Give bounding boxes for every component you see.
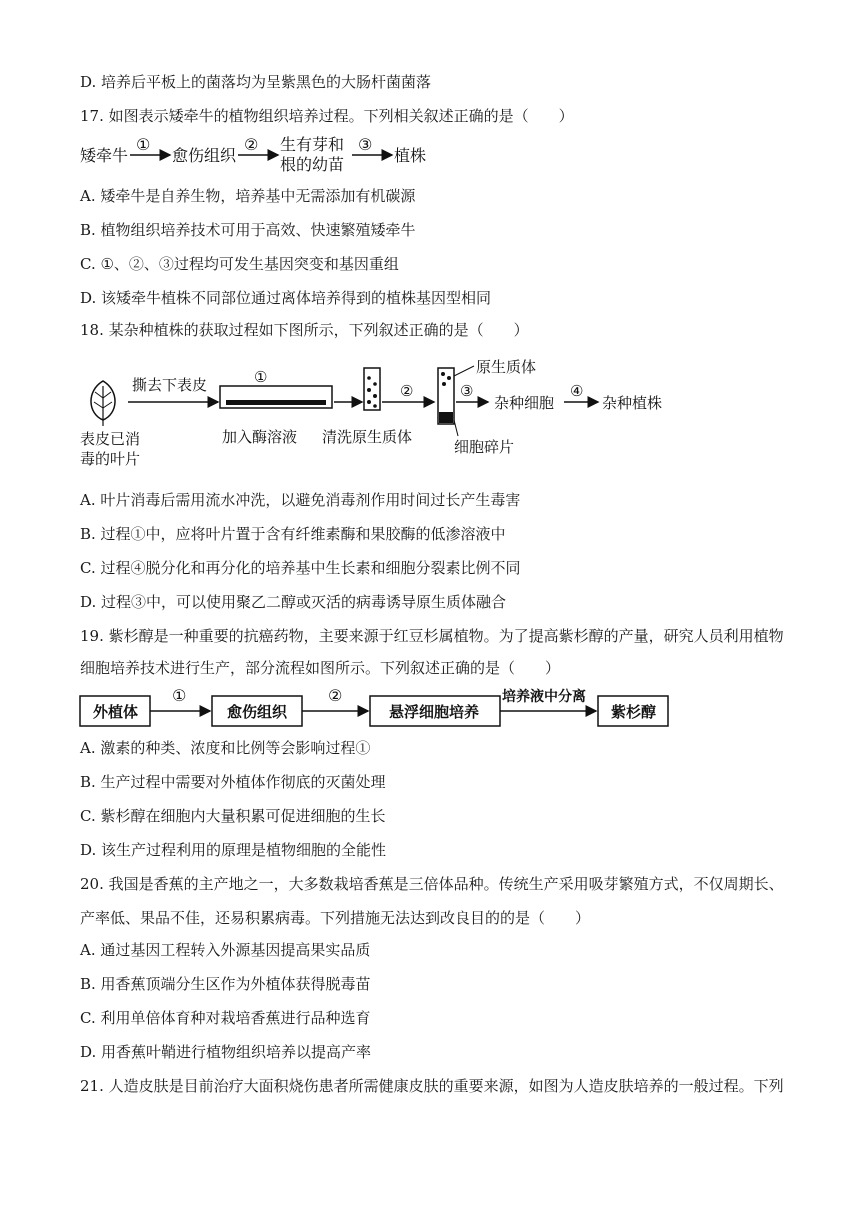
q19-box-suspension-label: 悬浮细胞培养 [389, 703, 480, 721]
q19-box-taxol-label: 紫杉醇 [611, 703, 657, 721]
q18-hybrid-cell-label: 杂种细胞 [494, 394, 555, 412]
q19-box-explant-label: 外植体 [93, 703, 139, 721]
q19-box-callus-label: 愈伤组织 [227, 703, 288, 721]
q18-hybrid-plant-label: 杂种植株 [602, 394, 663, 412]
q18-option-d: D. 过程③中，可以使用聚乙二醇或灭活的病毒诱导原生质体融合 [80, 593, 507, 611]
q19-step-1: ① [172, 686, 187, 705]
q20-stem-line2: 产率低、果品不佳，还易积累病毒。下列措施无法达到改良目的的是（ ） [80, 909, 591, 927]
q19-stem-line1: 19. 紫杉醇是一种重要的抗癌药物，主要来源于红豆杉属植物。为了提高紫杉醇的产量，研究人员利用植物 [80, 627, 784, 645]
q18-step-1: ① [254, 368, 268, 386]
q17-node-dwarf-petunia: 矮牵牛 [80, 146, 129, 165]
q18-enzyme-label: 加入酶溶液 [222, 428, 298, 446]
q19-option-c: C. 紫杉醇在细胞内大量积累可促进细胞的生长 [80, 807, 386, 825]
q17-node-seedling-line2: 根的幼苗 [280, 155, 345, 174]
q17-step-2: ② [244, 135, 259, 154]
q19-option-b: B. 生产过程中需要对外植体作彻底的灭菌处理 [80, 773, 386, 791]
q17-node-plant: 植株 [394, 146, 427, 165]
q17-step-3: ③ [358, 135, 373, 154]
q18-peel-label: 撕去下表皮 [132, 376, 208, 394]
q21-stem-line1: 21. 人造皮肤是目前治疗大面积烧伤患者所需健康皮肤的重要来源，如图为人造皮肤培养的一般过程。下列 [80, 1077, 784, 1095]
q17-option-b: B. 植物组织培养技术可用于高效、快速繁殖矮牵牛 [80, 221, 416, 239]
q19-flow-diagram [78, 684, 678, 730]
q20-option-a: A. 通过基因工程转入外源基因提高果实品质 [80, 941, 371, 959]
q19-step-3: 培养液中分离 [502, 689, 586, 705]
q18-wash-label: 清洗原生质体 [322, 428, 413, 446]
q19-option-a: A. 激素的种类、浓度和比例等会影响过程① [80, 739, 371, 757]
q17-option-c: C. ①、②、③过程均可发生基因突变和基因重组 [80, 255, 399, 273]
q17-step-1: ① [136, 135, 151, 154]
q18-step-2: ② [400, 382, 414, 400]
q20-stem-line1: 20. 我国是香蕉的主产地之一，大多数栽培香蕉是三倍体品种。传统生产采用吸芽繁殖方式，不仅周期长、 [80, 875, 784, 893]
wash-tube-icon [364, 368, 380, 410]
q17-flow-diagram [78, 134, 438, 174]
q18-step-3: ③ [460, 382, 474, 400]
q17-option-d: D. 该矮牵牛植株不同部位通过离体培养得到的植株基因型相同 [80, 289, 492, 307]
q19-stem-line2: 细胞培养技术进行生产，部分流程如图所示。下列叙述正确的是（ ） [80, 659, 561, 677]
centrifuge-tube-icon [438, 368, 454, 424]
q18-flow-diagram [78, 356, 698, 476]
q17-stem: 17. 如图表示矮牵牛的植物组织培养过程。下列相关叙述正确的是（ ） [80, 107, 574, 125]
q18-option-b: B. 过程①中，应将叶片置于含有纤维素酶和果胶酶的低渗溶液中 [80, 525, 506, 543]
q18-debris-label: 细胞碎片 [454, 438, 515, 456]
q20-option-b: B. 用香蕉顶端分生区作为外植体获得脱毒苗 [80, 975, 371, 993]
q17-option-a: A. 矮牵牛是自养生物，培养基中无需添加有机碳源 [80, 187, 416, 205]
q18-option-a: A. 叶片消毒后需用流水冲洗，以避免消毒剂作用时间过长产生毒害 [80, 491, 521, 509]
q18-leaf-label-1: 表皮已消 [80, 430, 141, 448]
q18-option-c: C. 过程④脱分化和再分化的培养基中生长素和细胞分裂素比例不同 [80, 559, 521, 577]
q18-stem: 18. 某杂种植株的获取过程如下图所示，下列叙述正确的是（ ） [80, 321, 529, 339]
q18-leaf-label-2: 毒的叶片 [80, 450, 141, 468]
q19-step-2: ② [328, 686, 343, 705]
q17-node-seedling-line1: 生有芽和 [280, 135, 345, 154]
q18-step-4: ④ [570, 382, 584, 400]
q17-node-callus: 愈伤组织 [172, 146, 237, 165]
q18-pointer-protoplast [454, 366, 474, 376]
q20-option-c: C. 利用单倍体育种对栽培香蕉进行品种选育 [80, 1009, 371, 1027]
q16-option-d: D. 培养后平板上的菌落均为呈紫黑色的大肠杆菌菌落 [80, 73, 432, 91]
q18-pointer-debris [454, 420, 458, 436]
petri-dish-icon [220, 386, 332, 408]
q18-protoplast-label: 原生质体 [476, 358, 537, 376]
q20-option-d: D. 用香蕉叶鞘进行植物组织培养以提高产率 [80, 1043, 372, 1061]
leaf-icon [91, 381, 115, 426]
q19-option-d: D. 该生产过程利用的原理是植物细胞的全能性 [80, 841, 387, 859]
